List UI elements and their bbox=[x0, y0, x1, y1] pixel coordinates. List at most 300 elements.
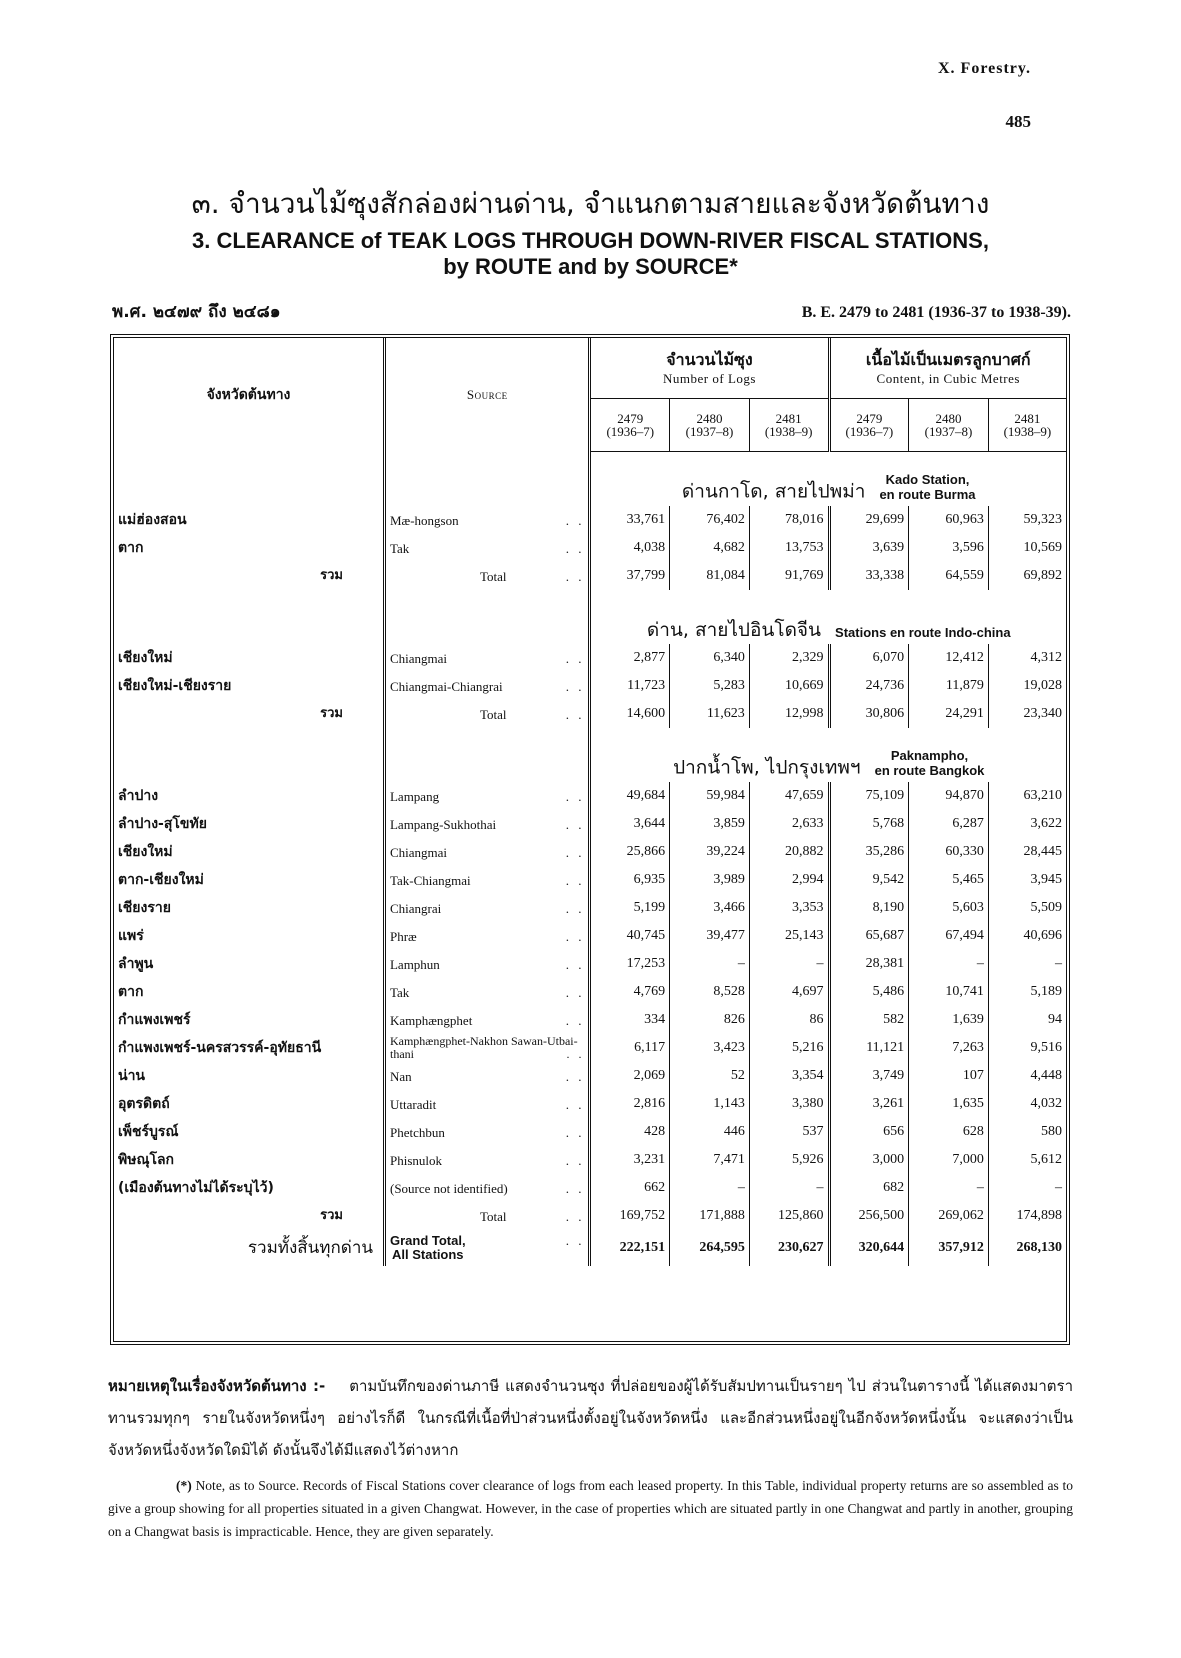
grand-total-english-line2: All Stations bbox=[392, 1247, 464, 1262]
spacer-cell bbox=[384, 452, 589, 507]
total-value: 69,892 bbox=[1023, 568, 1062, 583]
year-header: 2479 (1936–7) bbox=[590, 399, 670, 452]
value-cell: 5,603 bbox=[909, 894, 989, 922]
grand-total-value: 268,130 bbox=[1016, 1240, 1062, 1255]
source-name: Phisnulok bbox=[389, 1152, 442, 1168]
year-header: 2480 (1937–8) bbox=[909, 399, 989, 452]
source-cell bbox=[384, 978, 589, 1006]
value-cell: 11,879 bbox=[909, 672, 989, 700]
province-cell: เชียงใหม่ bbox=[114, 838, 384, 866]
value-cell: 40,745 bbox=[590, 922, 670, 950]
year-header: 2479 (1936–7) bbox=[829, 399, 909, 452]
route-english-line2: en route Bangkok bbox=[874, 762, 985, 778]
total-row bbox=[114, 562, 1066, 590]
total-english-label: Total bbox=[479, 568, 507, 584]
total-value: 269,062 bbox=[909, 1202, 989, 1230]
route-heading bbox=[590, 590, 1066, 644]
source-name: Chiangmai bbox=[389, 844, 448, 860]
grand-total-value: 357,912 bbox=[909, 1230, 989, 1266]
grand-total-english bbox=[390, 1234, 466, 1261]
value-cell: 5,486 bbox=[829, 978, 909, 1006]
source-cell bbox=[384, 672, 589, 700]
value-cell: 5,283 bbox=[670, 672, 750, 700]
source-cell bbox=[384, 810, 589, 838]
leader-dots: . . bbox=[565, 1233, 585, 1249]
value-cell: – bbox=[670, 950, 750, 978]
value-cell: 3,644 bbox=[590, 810, 670, 838]
source-cell bbox=[384, 866, 589, 894]
source-name: Lampang-Sukhothai bbox=[389, 816, 497, 832]
value-cell: 3,261 bbox=[829, 1090, 909, 1118]
value-cell: 5,199 bbox=[590, 894, 670, 922]
value-cell: 7,263 bbox=[909, 1034, 989, 1062]
value-cell: 5,465 bbox=[909, 866, 989, 894]
source-name: (Source not identified) bbox=[389, 1180, 508, 1196]
source-name: Chiangrai bbox=[389, 900, 442, 916]
source-name: Mæ-hongson bbox=[389, 512, 459, 528]
value-cell: – bbox=[670, 1174, 750, 1202]
leader-dots: . . bbox=[565, 984, 585, 1000]
route-english-line1: Paknampho, bbox=[890, 748, 969, 764]
total-value: 256,500 bbox=[829, 1202, 909, 1230]
spacer-cell bbox=[114, 728, 384, 782]
value-cell: 65,687 bbox=[829, 922, 909, 950]
value-cell: 2,816 bbox=[590, 1090, 670, 1118]
grand-total-row bbox=[114, 1230, 1066, 1266]
period-thai: พ.ศ. ๒๔๗๙ ถึง ๒๔๘๑ bbox=[112, 302, 281, 322]
source-cell bbox=[384, 950, 589, 978]
source-name: Chiangmai-Chiangrai bbox=[389, 678, 503, 694]
source-cell bbox=[384, 922, 589, 950]
grand-total-value: 320,644 bbox=[829, 1230, 909, 1266]
table-row bbox=[114, 1006, 1066, 1034]
province-cell: ตาก bbox=[114, 534, 384, 562]
total-thai-label: รวม bbox=[320, 1208, 343, 1223]
total-thai-cell bbox=[114, 562, 384, 590]
route-thai: ด่าน, สายไปอินโดจีน bbox=[646, 619, 822, 641]
source-cell bbox=[384, 534, 589, 562]
value-cell: – bbox=[1055, 1180, 1062, 1195]
value-cell: 75,109 bbox=[829, 782, 909, 810]
value-cell: 1,635 bbox=[909, 1090, 989, 1118]
total-row bbox=[114, 1202, 1066, 1230]
value-cell: 4,697 bbox=[749, 978, 829, 1006]
note-thai-label: หมายเหตุในเรื่องจังหวัดต้นทาง :- bbox=[108, 1377, 326, 1395]
grand-total-value: 222,151 bbox=[590, 1230, 670, 1266]
source-cell bbox=[384, 1146, 589, 1174]
spacer-cell bbox=[384, 728, 589, 782]
total-english-label: Total bbox=[479, 1208, 507, 1224]
total-thai-cell bbox=[114, 700, 384, 728]
province-cell: อุตรดิตถ์ bbox=[114, 1090, 384, 1118]
value-cell: 28,381 bbox=[829, 950, 909, 978]
total-thai-label: รวม bbox=[320, 568, 343, 583]
source-name: Tak bbox=[389, 540, 410, 556]
value-cell: 3,231 bbox=[590, 1146, 670, 1174]
content-header bbox=[829, 338, 1066, 399]
leader-dots: . . bbox=[565, 1012, 585, 1028]
year-header: 2480 (1937–8) bbox=[670, 399, 750, 452]
route-english bbox=[835, 626, 1011, 640]
value-cell: 628 bbox=[909, 1118, 989, 1146]
table-row bbox=[114, 782, 1066, 810]
value-cell: 3,622 bbox=[1030, 816, 1062, 831]
value-cell: 17,253 bbox=[590, 950, 670, 978]
table-row bbox=[114, 1090, 1066, 1118]
total-value: 91,769 bbox=[749, 562, 829, 590]
source-cell bbox=[384, 644, 589, 672]
province-cell: กำแพงเพชร์ bbox=[114, 1006, 384, 1034]
source-name: Chiangmai bbox=[389, 650, 448, 666]
title-english-line2: by ROUTE and by SOURCE* bbox=[443, 254, 738, 279]
value-cell: 67,494 bbox=[909, 922, 989, 950]
leader-dots: . . bbox=[565, 872, 585, 888]
source-cell bbox=[384, 1174, 589, 1202]
leader-dots: . . bbox=[565, 1208, 585, 1224]
note-thai bbox=[108, 1370, 1073, 1466]
value-cell: 3,749 bbox=[829, 1062, 909, 1090]
note-thai-text: ตามบันทึกของด่านภาษี แสดงจำนวนซุง ที่ปล่อยของผู้ได้รับสัมปทานเป็นรายๆ ไป ส่วนในตารางนี้ ได้แสดงมาตราทานรวมทุกๆ รายในจังหวัดหนึ่งๆ อย่างไรก็ดี ในกรณีที่เนื้อที่ป่าส่วนหนึ่งตั้งอยู่ในจังหวัดหนึ่ง และอีกส่วนหนึ่งอยู่ในอีกจังหวัดหนึ่งนั้น จะแสดงว่าเป็นจังหวัดหนึ่งจังหวัดใดมิได้ ดังนั้นจึงได้มีแสดงไว้ต่างหาก bbox=[108, 1377, 1073, 1459]
grand-total-thai-cell bbox=[114, 1230, 384, 1266]
source-name: Uttaradit bbox=[389, 1096, 437, 1112]
value-cell: 13,753 bbox=[749, 534, 829, 562]
leader-dots: . . bbox=[565, 678, 585, 694]
total-value: 23,340 bbox=[1023, 706, 1062, 721]
source-name: Phetchbun bbox=[389, 1124, 445, 1140]
value-cell: 2,633 bbox=[749, 810, 829, 838]
value-cell: 35,286 bbox=[829, 838, 909, 866]
table-row bbox=[114, 506, 1066, 534]
leader-dots: . . bbox=[565, 788, 585, 804]
total-value: 11,623 bbox=[670, 700, 750, 728]
value-cell: 3,423 bbox=[670, 1034, 750, 1062]
leader-dots: . . bbox=[565, 1124, 585, 1140]
source-name: Phræ bbox=[389, 928, 417, 944]
source-name: Nan bbox=[389, 1068, 412, 1084]
table-row bbox=[114, 810, 1066, 838]
province-cell: ตาก-เชียงใหม่ bbox=[114, 866, 384, 894]
value-cell: 33,761 bbox=[590, 506, 670, 534]
note-english bbox=[108, 1474, 1073, 1543]
route-english bbox=[879, 473, 975, 502]
source-name: Tak bbox=[389, 984, 410, 1000]
value-cell: 4,769 bbox=[590, 978, 670, 1006]
source-cell bbox=[384, 1118, 589, 1146]
value-cell: 11,121 bbox=[829, 1034, 909, 1062]
value-cell: – bbox=[909, 950, 989, 978]
value-cell: 8,190 bbox=[829, 894, 909, 922]
value-cell: 3,859 bbox=[670, 810, 750, 838]
value-cell: – bbox=[909, 1174, 989, 1202]
value-cell: 78,016 bbox=[749, 506, 829, 534]
total-value: 125,860 bbox=[749, 1202, 829, 1230]
value-cell: 5,189 bbox=[1030, 984, 1062, 999]
value-cell: 2,994 bbox=[749, 866, 829, 894]
value-cell: 3,000 bbox=[829, 1146, 909, 1174]
province-cell: แพร่ bbox=[114, 922, 384, 950]
table-row bbox=[114, 1062, 1066, 1090]
source-name: Kamphængphet bbox=[389, 1012, 473, 1028]
logs-header-english: Number of Logs bbox=[663, 370, 756, 386]
value-cell: 5,612 bbox=[1030, 1152, 1062, 1167]
value-cell: 428 bbox=[590, 1118, 670, 1146]
value-cell: 3,466 bbox=[670, 894, 750, 922]
leader-dots: . . bbox=[565, 816, 585, 832]
value-cell: 47,659 bbox=[749, 782, 829, 810]
value-cell: 1,143 bbox=[670, 1090, 750, 1118]
value-cell: 86 bbox=[749, 1006, 829, 1034]
route-thai: ด่านกาโด, สายไปพม่า bbox=[681, 481, 866, 503]
value-cell: 60,330 bbox=[909, 838, 989, 866]
value-cell: 6,935 bbox=[590, 866, 670, 894]
value-cell: 63,210 bbox=[1023, 788, 1062, 803]
table-row bbox=[114, 672, 1066, 700]
table-row bbox=[114, 922, 1066, 950]
leader-dots: . . bbox=[566, 1047, 585, 1061]
value-cell: 59,984 bbox=[670, 782, 750, 810]
total-value: 81,084 bbox=[670, 562, 750, 590]
value-cell: 52 bbox=[670, 1062, 750, 1090]
grand-total-value: 264,595 bbox=[670, 1230, 750, 1266]
table-row bbox=[114, 644, 1066, 672]
total-value: 14,600 bbox=[590, 700, 670, 728]
value-cell: 2,329 bbox=[749, 644, 829, 672]
value-cell: 5,509 bbox=[1030, 900, 1062, 915]
leader-dots: . . bbox=[565, 650, 585, 666]
province-cell: (เมืองต้นทางไม่ได้ระบุไว้) bbox=[114, 1174, 384, 1202]
total-english-label: Total bbox=[479, 706, 507, 722]
grand-total-value: 230,627 bbox=[749, 1230, 829, 1266]
value-cell: 5,768 bbox=[829, 810, 909, 838]
value-cell: 25,143 bbox=[749, 922, 829, 950]
value-cell: 3,639 bbox=[829, 534, 909, 562]
route-row bbox=[114, 452, 1066, 507]
source-cell bbox=[384, 838, 589, 866]
source-cell bbox=[384, 1034, 589, 1062]
logs-header bbox=[590, 338, 829, 399]
value-cell: 24,736 bbox=[829, 672, 909, 700]
spacer-cell bbox=[114, 452, 384, 507]
leader-dots: . . bbox=[565, 1068, 585, 1084]
leader-dots: . . bbox=[565, 568, 585, 584]
col-province-header: จังหวัดต้นทาง bbox=[114, 338, 384, 452]
source-cell bbox=[384, 506, 589, 534]
value-cell: 3,354 bbox=[749, 1062, 829, 1090]
value-cell: – bbox=[1055, 956, 1062, 971]
value-cell: 656 bbox=[829, 1118, 909, 1146]
value-cell: 826 bbox=[670, 1006, 750, 1034]
value-cell: 49,684 bbox=[590, 782, 670, 810]
grand-total-thai: รวมทั้งสิ้นทุกด่าน bbox=[247, 1237, 373, 1258]
leader-dots: . . bbox=[565, 1096, 585, 1112]
note-marker: (*) bbox=[176, 1478, 192, 1493]
table-row bbox=[114, 1146, 1066, 1174]
route-row bbox=[114, 728, 1066, 782]
value-cell: 2,877 bbox=[590, 644, 670, 672]
value-cell: 582 bbox=[829, 1006, 909, 1034]
spacer-cell bbox=[384, 590, 589, 644]
value-cell: – bbox=[749, 1174, 829, 1202]
value-cell: 6,070 bbox=[829, 644, 909, 672]
note-english-text: Note, as to Source. Records of Fiscal Stations cover clearance of logs from each leased property. In this Table, individual property returns are so assembled as to give a group showing for all properties situated in a given Changwat. However, in the case of properties which are situated partly in one Changwat and partly in another, grouping on a Changwat basis is impracticable. Hence, they are given separately. bbox=[108, 1478, 1074, 1539]
table-row bbox=[114, 1118, 1066, 1146]
source-name: Kamphængphet-Nakhon Sawan-Utbai-thani bbox=[389, 1034, 578, 1061]
route-row bbox=[114, 590, 1066, 644]
title-english-line1: 3. CLEARANCE of TEAK LOGS THROUGH DOWN-RIVER FISCAL STATIONS, bbox=[192, 228, 989, 253]
value-cell: 10,741 bbox=[909, 978, 989, 1006]
value-cell: 20,882 bbox=[749, 838, 829, 866]
content-header-english: Content, in Cubic Metres bbox=[876, 370, 1020, 386]
total-value: 12,998 bbox=[749, 700, 829, 728]
value-cell: 446 bbox=[670, 1118, 750, 1146]
leader-dots: . . bbox=[565, 1152, 585, 1168]
value-cell: 94,870 bbox=[909, 782, 989, 810]
province-cell: เชียงใหม่-เชียงราย bbox=[114, 672, 384, 700]
total-english-cell bbox=[384, 562, 589, 590]
value-cell: 7,471 bbox=[670, 1146, 750, 1174]
leader-dots: . . bbox=[565, 512, 585, 528]
total-thai-label: รวม bbox=[320, 706, 343, 721]
route-english-line1: Kado Station, bbox=[885, 472, 970, 488]
route-heading bbox=[590, 452, 1066, 507]
value-cell: 334 bbox=[590, 1006, 670, 1034]
province-cell: ลำปาง bbox=[114, 782, 384, 810]
table-row bbox=[114, 534, 1066, 562]
table-row bbox=[114, 838, 1066, 866]
route-heading bbox=[590, 728, 1066, 782]
total-value: 37,799 bbox=[590, 562, 670, 590]
leader-dots: . . bbox=[565, 844, 585, 860]
route-english-line1: Stations en route Indo-china bbox=[835, 624, 1011, 640]
province-cell: ลำพูน bbox=[114, 950, 384, 978]
data-table bbox=[110, 334, 1070, 1345]
year-header: 2481 (1938–9) bbox=[988, 399, 1066, 452]
source-cell bbox=[384, 1062, 589, 1090]
value-cell: 40,696 bbox=[1023, 928, 1062, 943]
leader-dots: . . bbox=[565, 1180, 585, 1196]
value-cell: 4,032 bbox=[1030, 1096, 1062, 1111]
value-cell: 5,216 bbox=[749, 1034, 829, 1062]
total-value: 64,559 bbox=[909, 562, 989, 590]
value-cell: 11,723 bbox=[590, 672, 670, 700]
province-cell: น่าน bbox=[114, 1062, 384, 1090]
province-cell: กำแพงเพชร์-นครสวรรค์-อุทัยธานี bbox=[114, 1034, 384, 1062]
source-cell bbox=[384, 1090, 589, 1118]
source-name: Lamphun bbox=[389, 956, 440, 972]
value-cell: 4,682 bbox=[670, 534, 750, 562]
table-row bbox=[114, 978, 1066, 1006]
value-cell: 25,866 bbox=[590, 838, 670, 866]
value-cell: 29,699 bbox=[829, 506, 909, 534]
year-header: 2481 (1938–9) bbox=[749, 399, 829, 452]
value-cell: 537 bbox=[749, 1118, 829, 1146]
value-cell: 59,323 bbox=[1023, 512, 1062, 527]
grand-total-english-line1: Grand Total, bbox=[389, 1233, 466, 1249]
province-cell: เพ็ชร์บูรณ์ bbox=[114, 1118, 384, 1146]
logs-header-thai: จำนวนไม้ซุง bbox=[666, 349, 753, 369]
source-name: Tak-Chiangmai bbox=[389, 872, 471, 888]
spacer-cell bbox=[114, 590, 384, 644]
source-cell bbox=[384, 782, 589, 810]
province-cell: ตาก bbox=[114, 978, 384, 1006]
table-row bbox=[114, 950, 1066, 978]
table-row bbox=[114, 894, 1066, 922]
value-cell: – bbox=[749, 950, 829, 978]
value-cell: 10,669 bbox=[749, 672, 829, 700]
section-heading: X. Forestry. bbox=[937, 60, 1031, 77]
value-cell: 4,448 bbox=[1030, 1068, 1062, 1083]
source-cell bbox=[384, 1006, 589, 1034]
grand-total-english-cell bbox=[384, 1230, 589, 1266]
value-cell: 3,945 bbox=[1030, 872, 1062, 887]
total-value: 171,888 bbox=[670, 1202, 750, 1230]
route-english bbox=[875, 749, 985, 778]
source-name: Lampang bbox=[389, 788, 440, 804]
total-value: 24,291 bbox=[909, 700, 989, 728]
value-cell: 3,380 bbox=[749, 1090, 829, 1118]
province-cell: เชียงใหม่ bbox=[114, 644, 384, 672]
value-cell: 8,528 bbox=[670, 978, 750, 1006]
value-cell: 94 bbox=[1048, 1012, 1062, 1027]
province-cell: แม่ฮ่องสอน bbox=[114, 506, 384, 534]
source-cell bbox=[384, 894, 589, 922]
value-cell: 10,569 bbox=[1023, 540, 1062, 555]
leader-dots: . . bbox=[565, 956, 585, 972]
province-cell: ลำปาง-สุโขทัย bbox=[114, 810, 384, 838]
total-english-cell bbox=[384, 700, 589, 728]
value-cell: 580 bbox=[1041, 1124, 1062, 1139]
value-cell: 28,445 bbox=[1023, 844, 1062, 859]
province-cell: พิษณุโลก bbox=[114, 1146, 384, 1174]
value-cell: 19,028 bbox=[1023, 678, 1062, 693]
value-cell: 4,312 bbox=[1030, 650, 1062, 665]
value-cell: 3,989 bbox=[670, 866, 750, 894]
content-header-thai: เนื้อไม้เป็นเมตรลูกบาศก์ bbox=[865, 349, 1031, 369]
total-value: 33,338 bbox=[829, 562, 909, 590]
value-cell: 682 bbox=[829, 1174, 909, 1202]
value-cell: 6,117 bbox=[590, 1034, 670, 1062]
value-cell: 39,477 bbox=[670, 922, 750, 950]
table-row bbox=[114, 866, 1066, 894]
value-cell: 39,224 bbox=[670, 838, 750, 866]
col-source-header: Source bbox=[384, 338, 589, 452]
leader-dots: . . bbox=[565, 928, 585, 944]
total-row bbox=[114, 700, 1066, 728]
table-row bbox=[114, 1174, 1066, 1202]
table-row bbox=[114, 1034, 1066, 1062]
title-thai: ๓. จำนวนไม้ซุงสักล่องผ่านด่าน, จำแนกตามสายและจังหวัดต้นทาง bbox=[191, 187, 990, 220]
total-value: 169,752 bbox=[590, 1202, 670, 1230]
total-value: 30,806 bbox=[829, 700, 909, 728]
total-english-cell bbox=[384, 1202, 589, 1230]
leader-dots: . . bbox=[565, 900, 585, 916]
total-thai-cell bbox=[114, 1202, 384, 1230]
value-cell: 2,069 bbox=[590, 1062, 670, 1090]
value-cell: 5,926 bbox=[749, 1146, 829, 1174]
period-english: B. E. 2479 to 2481 (1936-37 to 1938-39). bbox=[801, 304, 1071, 321]
value-cell: 9,516 bbox=[1030, 1040, 1062, 1055]
value-cell: 3,596 bbox=[909, 534, 989, 562]
route-thai: ปากน้ำโพ, ไปกรุงเทพฯ bbox=[673, 757, 861, 779]
page-number: 485 bbox=[1005, 112, 1031, 131]
leader-dots: . . bbox=[565, 706, 585, 722]
value-cell: 6,287 bbox=[909, 810, 989, 838]
value-cell: 3,353 bbox=[749, 894, 829, 922]
value-cell: 662 bbox=[590, 1174, 670, 1202]
value-cell: 6,340 bbox=[670, 644, 750, 672]
value-cell: 107 bbox=[909, 1062, 989, 1090]
route-english-line2: en route Burma bbox=[879, 486, 976, 502]
